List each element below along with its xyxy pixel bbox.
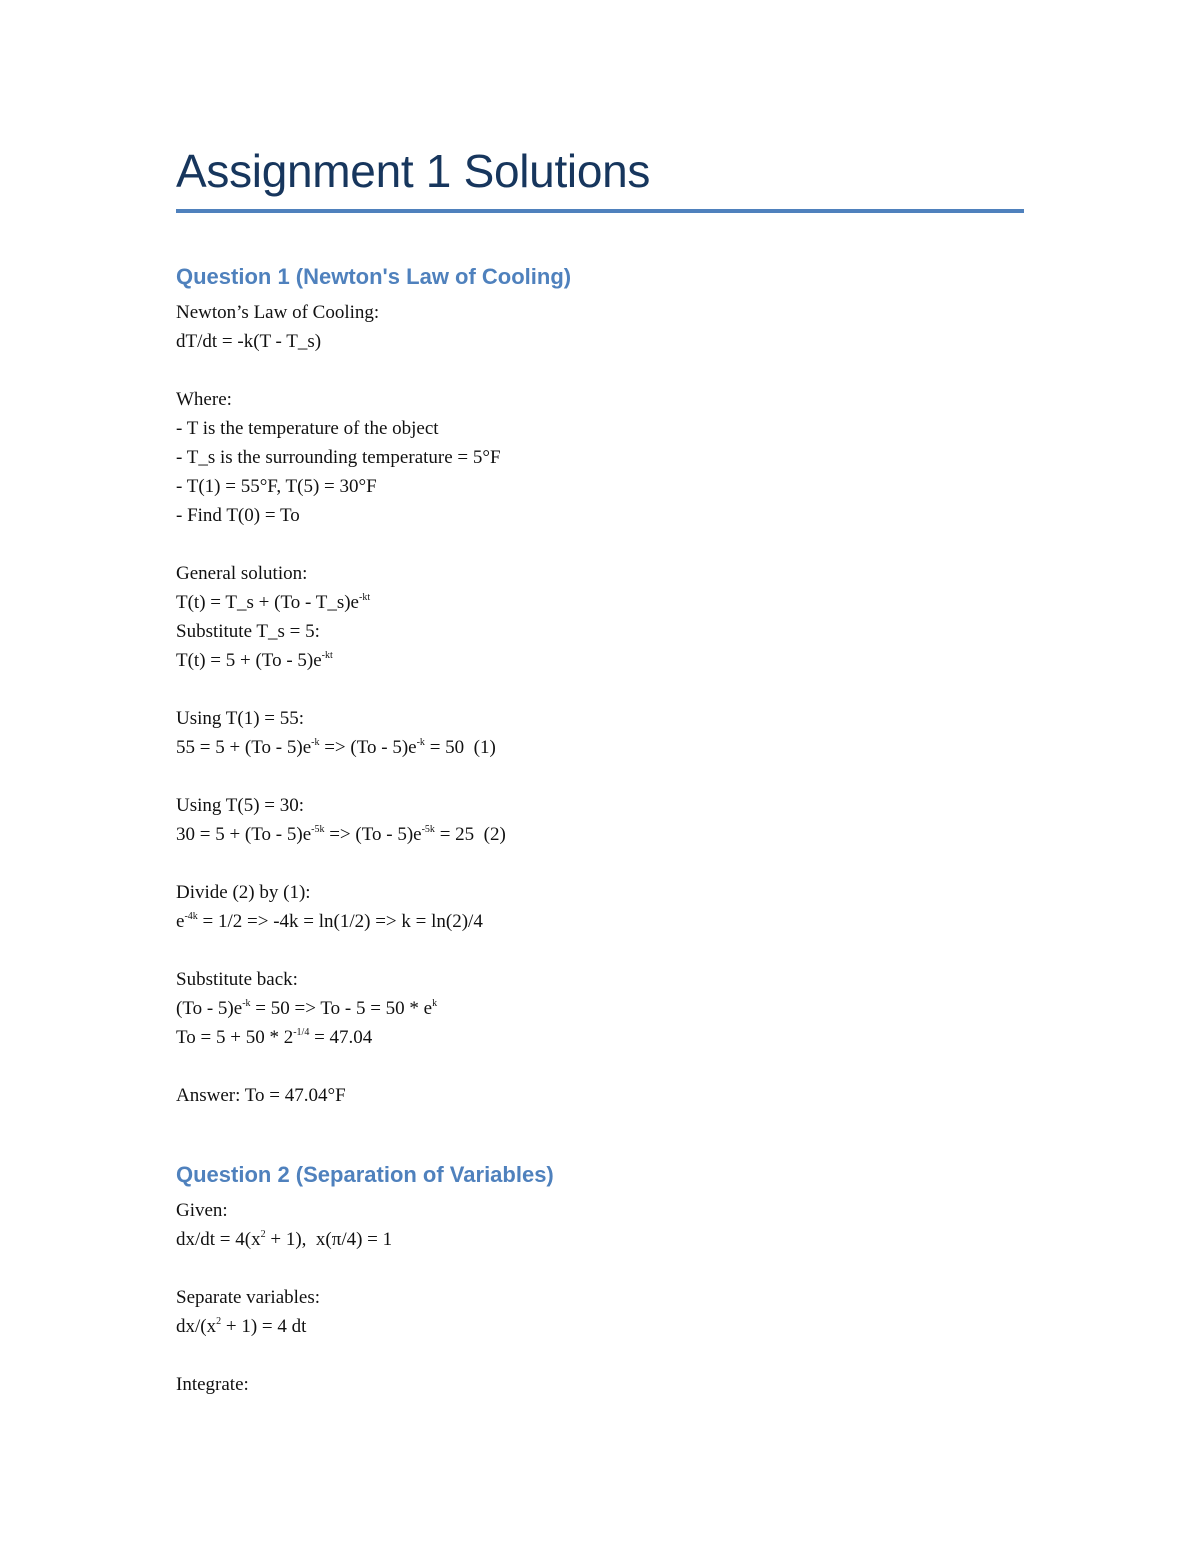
q1-where-item: - T(1) = 55°F, T(5) = 30°F [176,476,377,497]
q1-substitute-back-label: Substitute back: [176,969,298,990]
document-title: Assignment 1 Solutions [176,145,651,197]
q1-where-item: - T is the temperature of the object [176,418,439,439]
question-1-heading: Question 1 (Newton's Law of Cooling) [176,264,572,289]
question-2-heading: Question 2 (Separation of Variables) [176,1162,554,1187]
q1-equation: dT/dt = -k(T - T_s) [176,331,322,352]
q1-answer: Answer: To = 47.04°F [176,1085,346,1106]
q1-general-label: General solution: [176,563,308,584]
q1-where-label: Where: [176,389,232,410]
q1-using-t1-equation: $55 = 5 + (To - 5)e^{-k} => (To - 5)e^{-k} = 50$ (1) [176,737,496,758]
q1-where-item: - Find T(0) = To [176,505,300,526]
q2-given-label: Given: [176,1200,228,1221]
q1-substituted-equation: $T(t) = 5 + (To - 5)e^{-kt}$ [176,650,333,671]
q1-substitute-label: Substitute T_s = 5: [176,621,320,642]
q1-final-equation: $To = 5 + 50 * 2^{-1/4} = 47.04$ [176,1027,373,1048]
q2-separate-equation: $dx/(x^2 + 1) = 4$ dt [176,1316,307,1337]
q1-substitute-back-equation: $(To - 5)e^{-k} = 50 => To - 5 = 50 * e^k$ [176,998,438,1019]
q2-separate-label: Separate variables: [176,1287,321,1308]
q1-intro: Newton’s Law of Cooling: [176,302,380,323]
q1-using-t5-equation: $30 = 5 + (To - 5)e^{-5k} => (To - 5)e^{-5k} = 25$ (2) [176,824,506,845]
title-underline [176,209,1024,213]
q1-using-t5-label: Using T(5) = 30: [176,795,305,816]
q1-divide-equation: $e^{-4k} = 1/2 => -4k = \ln(1/2) => k = \ln(2)/4$ [176,911,483,932]
q2-integrate-label: Integrate: [176,1374,249,1395]
q1-general-equation: T(t) = T_s + $(To - T\_s)e^{-kt}$ [176,592,371,613]
q2-given-equation: $dx/dt = 4(x^2 + 1)$, x(π/4) = 1 [176,1229,393,1250]
q1-where-item: - T_s is the surrounding temperature = 5°F [176,447,501,468]
q1-using-t1-label: Using T(1) = 55: [176,708,305,729]
q1-divide-label: Divide (2) by (1): [176,882,311,903]
